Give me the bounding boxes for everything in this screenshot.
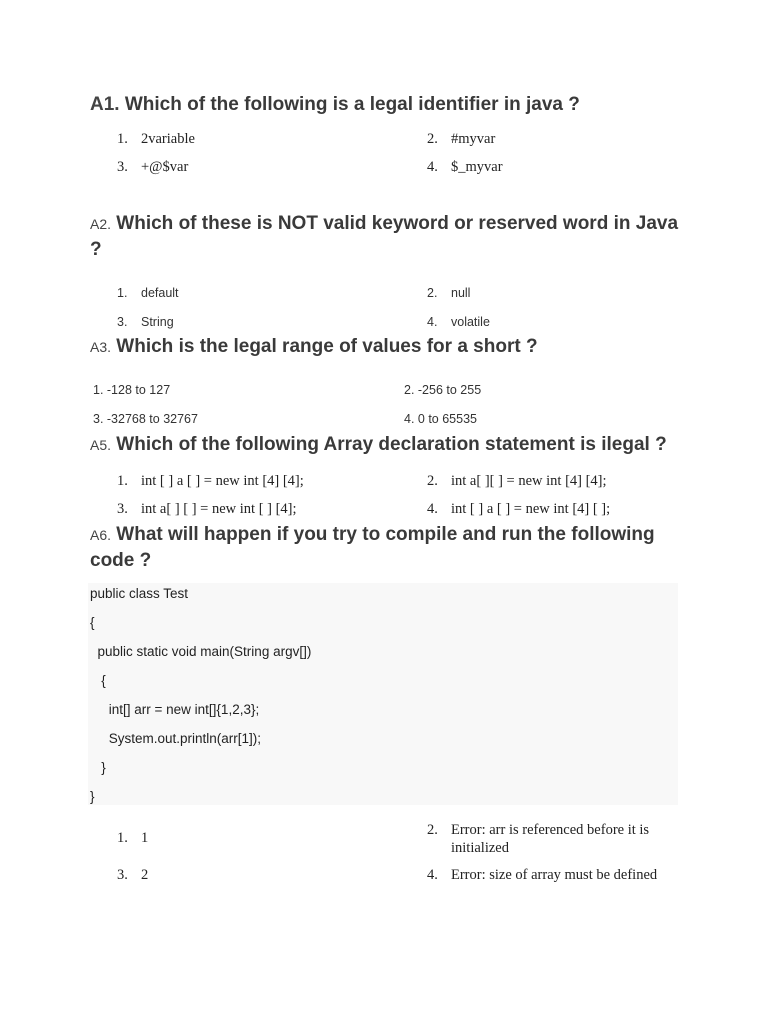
q3-option-3: 3. -32768 to 32767 [93, 412, 198, 426]
question-a5-text: Which of the following Array declaration statement is ilegal ? [116, 434, 667, 455]
q5-option-3: 3. int a[ ] [ ] = new int [ ] [4]; [117, 501, 297, 517]
question-a3-number: A3. [90, 339, 112, 355]
q1-option-4: 4. $_myvar [427, 159, 503, 175]
question-a5 [90, 432, 680, 458]
q6-option-3: 3. 2 [117, 867, 149, 883]
q5-option-4: 4. int [ ] a [ ] = new int [4] [ ]; [427, 501, 611, 517]
question-a6 [90, 522, 680, 574]
q6-option-1: 1. 1 [117, 830, 149, 846]
q5-option-1: 1. int [ ] a [ ] = new int [4] [4]; [117, 473, 304, 489]
code-line: public static void main(String argv[]) [90, 644, 312, 659]
q2-option-1: 1. default [117, 286, 179, 300]
q3-option-1: 1. -128 to 127 [93, 383, 171, 397]
q2-option-2: 2. null [427, 286, 471, 300]
question-a2 [90, 211, 680, 263]
code-line: } [90, 760, 106, 775]
code-line: public class Test [90, 586, 189, 601]
q2-option-3: 3. String [117, 315, 174, 329]
q1-option-3: 3. +@$var [117, 159, 189, 175]
q1-option-1: 1. 2variable [117, 131, 195, 147]
code-block [88, 583, 678, 805]
code-line: int[] arr = new int[]{1,2,3}; [90, 702, 260, 717]
q2-option-4: 4. volatile [427, 315, 490, 329]
q6-option-4: 4. Error: size of array must be defined [427, 867, 658, 883]
question-a3-text: Which is the legal range of values for a short ? [116, 336, 538, 357]
question-a1 [90, 92, 680, 118]
code-line: { [90, 673, 106, 688]
code-line: { [90, 615, 95, 630]
q1-option-2: 2. #myvar [427, 131, 496, 147]
question-a1-text: Which of the following is a legal identifier in java ? [124, 94, 580, 115]
q3-option-4: 4. 0 to 65535 [404, 412, 477, 426]
code-line: } [90, 789, 95, 804]
question-a1-number: A1. [90, 94, 120, 115]
question-a3 [90, 334, 680, 360]
q3-option-2: 2. -256 to 255 [404, 383, 482, 397]
question-a2-number: A2. [90, 216, 112, 232]
question-a5-number: A5. [90, 437, 112, 453]
q5-option-2: 2. int a[ ][ ] = new int [4] [4]; [427, 473, 607, 489]
code-line: System.out.println(arr[1]); [90, 731, 262, 746]
question-a6-text: What will happen if you try to compile and run the following code ? [90, 524, 655, 571]
q6-option-2: 2. Error: arr is referenced before it is initialized [427, 822, 650, 856]
question-a2-text: Which of these is NOT valid keyword or reserved word in Java ? [90, 213, 679, 260]
question-a6-number: A6. [90, 527, 112, 543]
